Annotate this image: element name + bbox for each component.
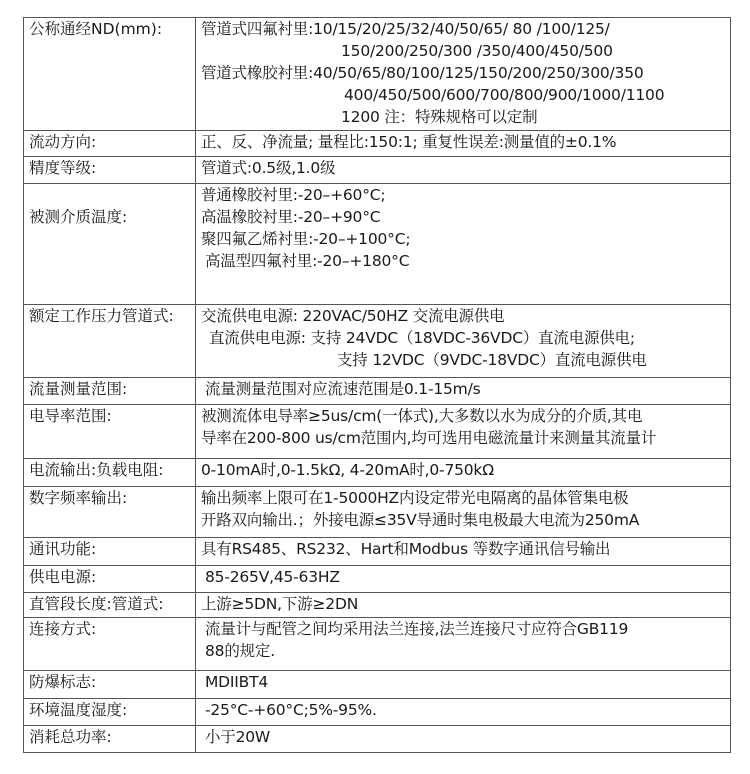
value-medium-temperature: [196, 184, 731, 305]
row-medium-temperature: [24, 184, 731, 305]
value-nominal-diameter: [196, 18, 731, 131]
label-power-consumption: 消耗总功率:: [24, 726, 196, 753]
row-nominal-diameter: [24, 18, 731, 131]
value-flow-range: 流量测量范围对应流速范围是0.1-15m/s: [205, 380, 481, 398]
row-power-consumption: [24, 726, 731, 753]
row-conductivity: [24, 405, 731, 459]
value-connection: [196, 618, 731, 671]
label-communication: 通讯功能:: [24, 538, 196, 566]
value-frequency-output: [196, 487, 731, 538]
label-current-output: 电流输出:负载电阻:: [24, 459, 196, 487]
label-flow-direction: 流动方向:: [24, 131, 196, 157]
label-accuracy: 精度等级:: [24, 157, 196, 184]
nd-line-1: 管道式四氟衬里:10/15/20/25/32/40/50/65/ 80 /100/125/: [201, 20, 610, 38]
nd-line-3: 管道式橡胶衬里:40/50/65/80/100/125/150/200/250/300/350: [201, 64, 644, 82]
row-straight-pipe: [24, 593, 731, 618]
pressure-line-1: 交流供电电源: 220VAC/50HZ 交流电源供电: [201, 307, 505, 325]
label-straight-pipe: 直管段长度:管道式:: [24, 593, 196, 618]
label-connection: 连接方式:: [24, 618, 196, 671]
temp-line-3: 聚四氟乙烯衬里:-20–+100°C;: [201, 230, 411, 248]
label-medium-temperature: 被测介质温度:: [24, 184, 196, 305]
label-rated-pressure: 额定工作压力管道式:: [24, 305, 196, 378]
row-explosion-mark: [24, 671, 731, 699]
row-current-output: [24, 459, 731, 487]
label-environment: 环境温度湿度:: [24, 699, 196, 726]
value-power-supply: 85-265V,45-63HZ: [205, 568, 340, 586]
value-explosion-mark: MDIIBT4: [205, 673, 269, 691]
spec-table: [23, 17, 731, 753]
value-current-output: 0-10mA时,0-1.5kΩ, 4-20mA时,0-750kΩ: [196, 459, 731, 487]
row-rated-pressure: [24, 305, 731, 378]
row-flow-range: [24, 378, 731, 405]
value-straight-pipe: 上游≥5DN,下游≥2DN: [196, 593, 731, 618]
value-communication: 具有RS485、RS232、Hart和Modbus 等数字通讯信号输出: [196, 538, 731, 566]
row-flow-direction: [24, 131, 731, 157]
value-accuracy: 管道式:0.5级,1.0级: [196, 157, 731, 184]
conductivity-line-1: 被测流体电导率≥5us/cm(一体式),大多数以水为成分的介质,其电: [201, 407, 643, 425]
freq-line-1: 输出频率上限可在1-5000HZ内设定带光电隔离的晶体管集电极: [201, 489, 629, 507]
conductivity-line-2: 导率在200-800 us/cm范围内,均可选用电磁流量计来测量其流量计: [201, 429, 657, 447]
label-conductivity: 电导率范围:: [24, 405, 196, 459]
row-communication: [24, 538, 731, 566]
row-power-supply: [24, 566, 731, 593]
label-flow-range: 流量测量范围:: [24, 378, 196, 405]
label-explosion-mark: 防爆标志:: [24, 671, 196, 699]
nd-line-5: 1200 注：特殊规格可以定制: [341, 108, 538, 126]
value-rated-pressure: [196, 305, 731, 378]
row-environment: [24, 699, 731, 726]
temp-line-1: 普通橡胶衬里:-20–+60°C;: [201, 186, 386, 204]
value-flow-direction: 正、反、净流量; 量程比:150:1; 重复性误差:测量值的±0.1%: [196, 131, 731, 157]
label-frequency-output: 数字频率输出:: [24, 487, 196, 538]
freq-line-2: 开路双向输出.；外接电源≤35V导通时集电极最大电流为250mA: [201, 511, 640, 529]
value-power-consumption: 小于20W: [205, 728, 271, 746]
row-accuracy: [24, 157, 731, 184]
connection-line-1: 流量计与配管之间均采用法兰连接,法兰连接尺寸应符合GB119: [205, 620, 629, 638]
connection-line-2: 88的规定.: [205, 642, 275, 660]
temp-line-2: 高温橡胶衬里:-20–+90°C: [201, 208, 381, 226]
row-connection: [24, 618, 731, 671]
value-environment: -25°C-+60°C;5%-95%.: [205, 701, 377, 719]
value-conductivity: [196, 405, 731, 459]
nd-line-4: 400/450/500/600/700/800/900/1000/1100: [344, 86, 665, 104]
label-nominal-diameter: 公称通经ND(mm):: [24, 18, 196, 131]
nd-line-2: 150/200/250/300 /350/400/450/500: [341, 42, 613, 60]
row-frequency-output: [24, 487, 731, 538]
pressure-line-3: 支持 12VDC（9VDC-18VDC）直流电源供电: [337, 351, 647, 369]
pressure-line-2: 直流供电电源: 支持 24VDC（18VDC-36VDC）直流电源供电;: [209, 329, 635, 347]
label-power-supply: 供电电源:: [24, 566, 196, 593]
temp-line-4: 高温型四氟衬里:-20–+180°C: [205, 252, 410, 270]
